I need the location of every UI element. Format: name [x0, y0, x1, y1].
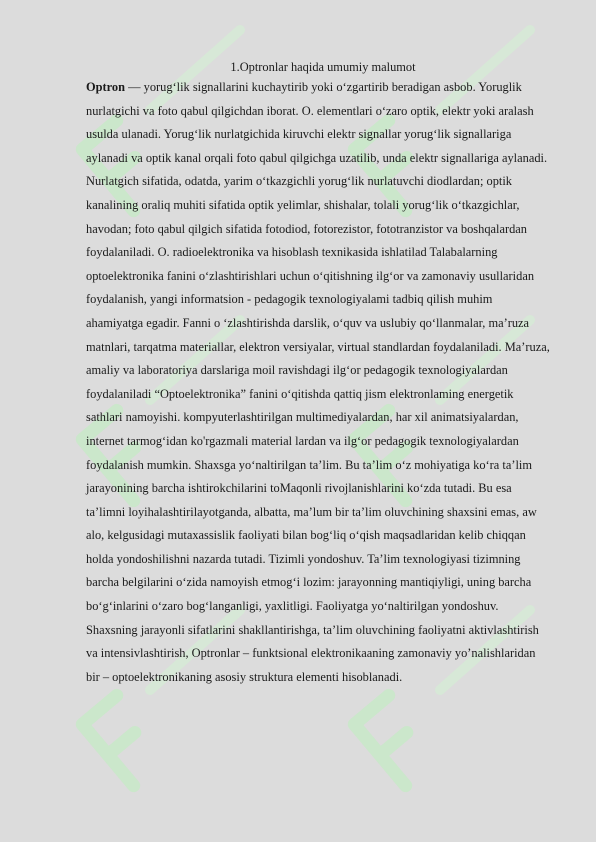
document-body [86, 76, 550, 689]
watermark-logo-icon [82, 695, 168, 785]
body-paragraph: — yorug‘lik signallarini kuchaytirib yoki o‘zgartirib beradigan asbob. Yoruglik nurlatgichi va foto qabul qilgichdan iborat. O. elementlari o‘zaro optik, elektr yoki aralash usulda ulanadi. Yorug‘lik nurlatgichida kiruvchi elektr signallar yorug‘lik signallariga aylanadi va optik kanal orqali foto qabul qilgichga uzatilib, unda elektr signallariga aylanadi. Nurlatgich sifatida, odatda, yarim o‘tkazgichli yorug‘lik nurlatuvchi diodlardan; optik kanalining oraliq muhiti sifatida optik yelimlar, shishalar, tolali yorug‘lik o‘tkazgichlar, havodan; foto qabul qilgich sifatida fotodiod, fotorezistor, fototranzistor va boshqalardan foydalaniladi. O. radioelektronika va hisoblash texnikasida ishlatilad Talabalarning optoelektronika fanini o‘zlashtirishlari uchun o‘qitishning ilg‘or va zamonaviy usullaridan foydalanish, yangi informatsion - pedagogik texnologiyalami tadbiq qilish muhim ahamiyatga egadir. Fanni o ‘zlashtirishda darslik, o‘quv va uslubiy qo‘llanmalar, ma’ruza matnlari, tarqatma materiallar, elektron versiyalar, virtual standlardan foydalaniladi. Ma’ruza, amaliy va laboratoriya darslariga moil ravishdagi ilg‘or pedagogik texnologiyalardan foydalaniladi “Optoelektronika” fanini o‘qitishda qattiq jism elektronlaming energetik sathlari namoyishi. kompyuterlashtirilgan multimediyalardan, har xil animatsiyalardan, internet tarmog‘idan ko'rgazmali material lardan va ilg‘or pedagogik texnologiyalardan foydalanish mumkin. Shaxsga yo‘naltirilgan ta’lim. Bu ta’lim o‘z mohiyatiga ko‘ra ta’lim jarayonining barcha ishtirokchilarini toMaqonli rivojlanishlarini ko‘zda tutadi. Bu esa ta’limni loyihalashtirilayotganda, albatta, ma’lum bir ta’lim oluvchining shaxsini emas, aw alo, kelgusidagi mutaxassislik faoliyati bilan bog‘liq o‘qish maqsadlaridan kelib chiqqan holda yondoshilishni nazarda tutadi. Tizimli yondoshuv. Ta’lim texnologiyasi tizimning barcha belgilarini o‘zida namoyish etmog‘i lozim: jarayonning mantiqiyligi, uning barcha bo‘g‘inlarini o‘zaro bog‘langanligi, yaxlitligi. Faoliyatga yo‘naltirilgan yondoshuv. Shaxsning jarayonli sifatlarini shakllantirishga, ta’lim oluvchining faoliyatni aktivlashtirish va intensivlashtirish, Optronlar – funktsional elektronikaaning zamonaviy yo’nalishlaridan bir – optoelektronikaning asosiy struktura elementi hisoblanadi. [86, 80, 550, 684]
lead-term: Optron [86, 80, 126, 94]
document-title: 1.Optronlar haqida umumiy malumot [230, 60, 416, 74]
document-content [86, 58, 550, 689]
watermark-logo-icon [354, 695, 440, 785]
